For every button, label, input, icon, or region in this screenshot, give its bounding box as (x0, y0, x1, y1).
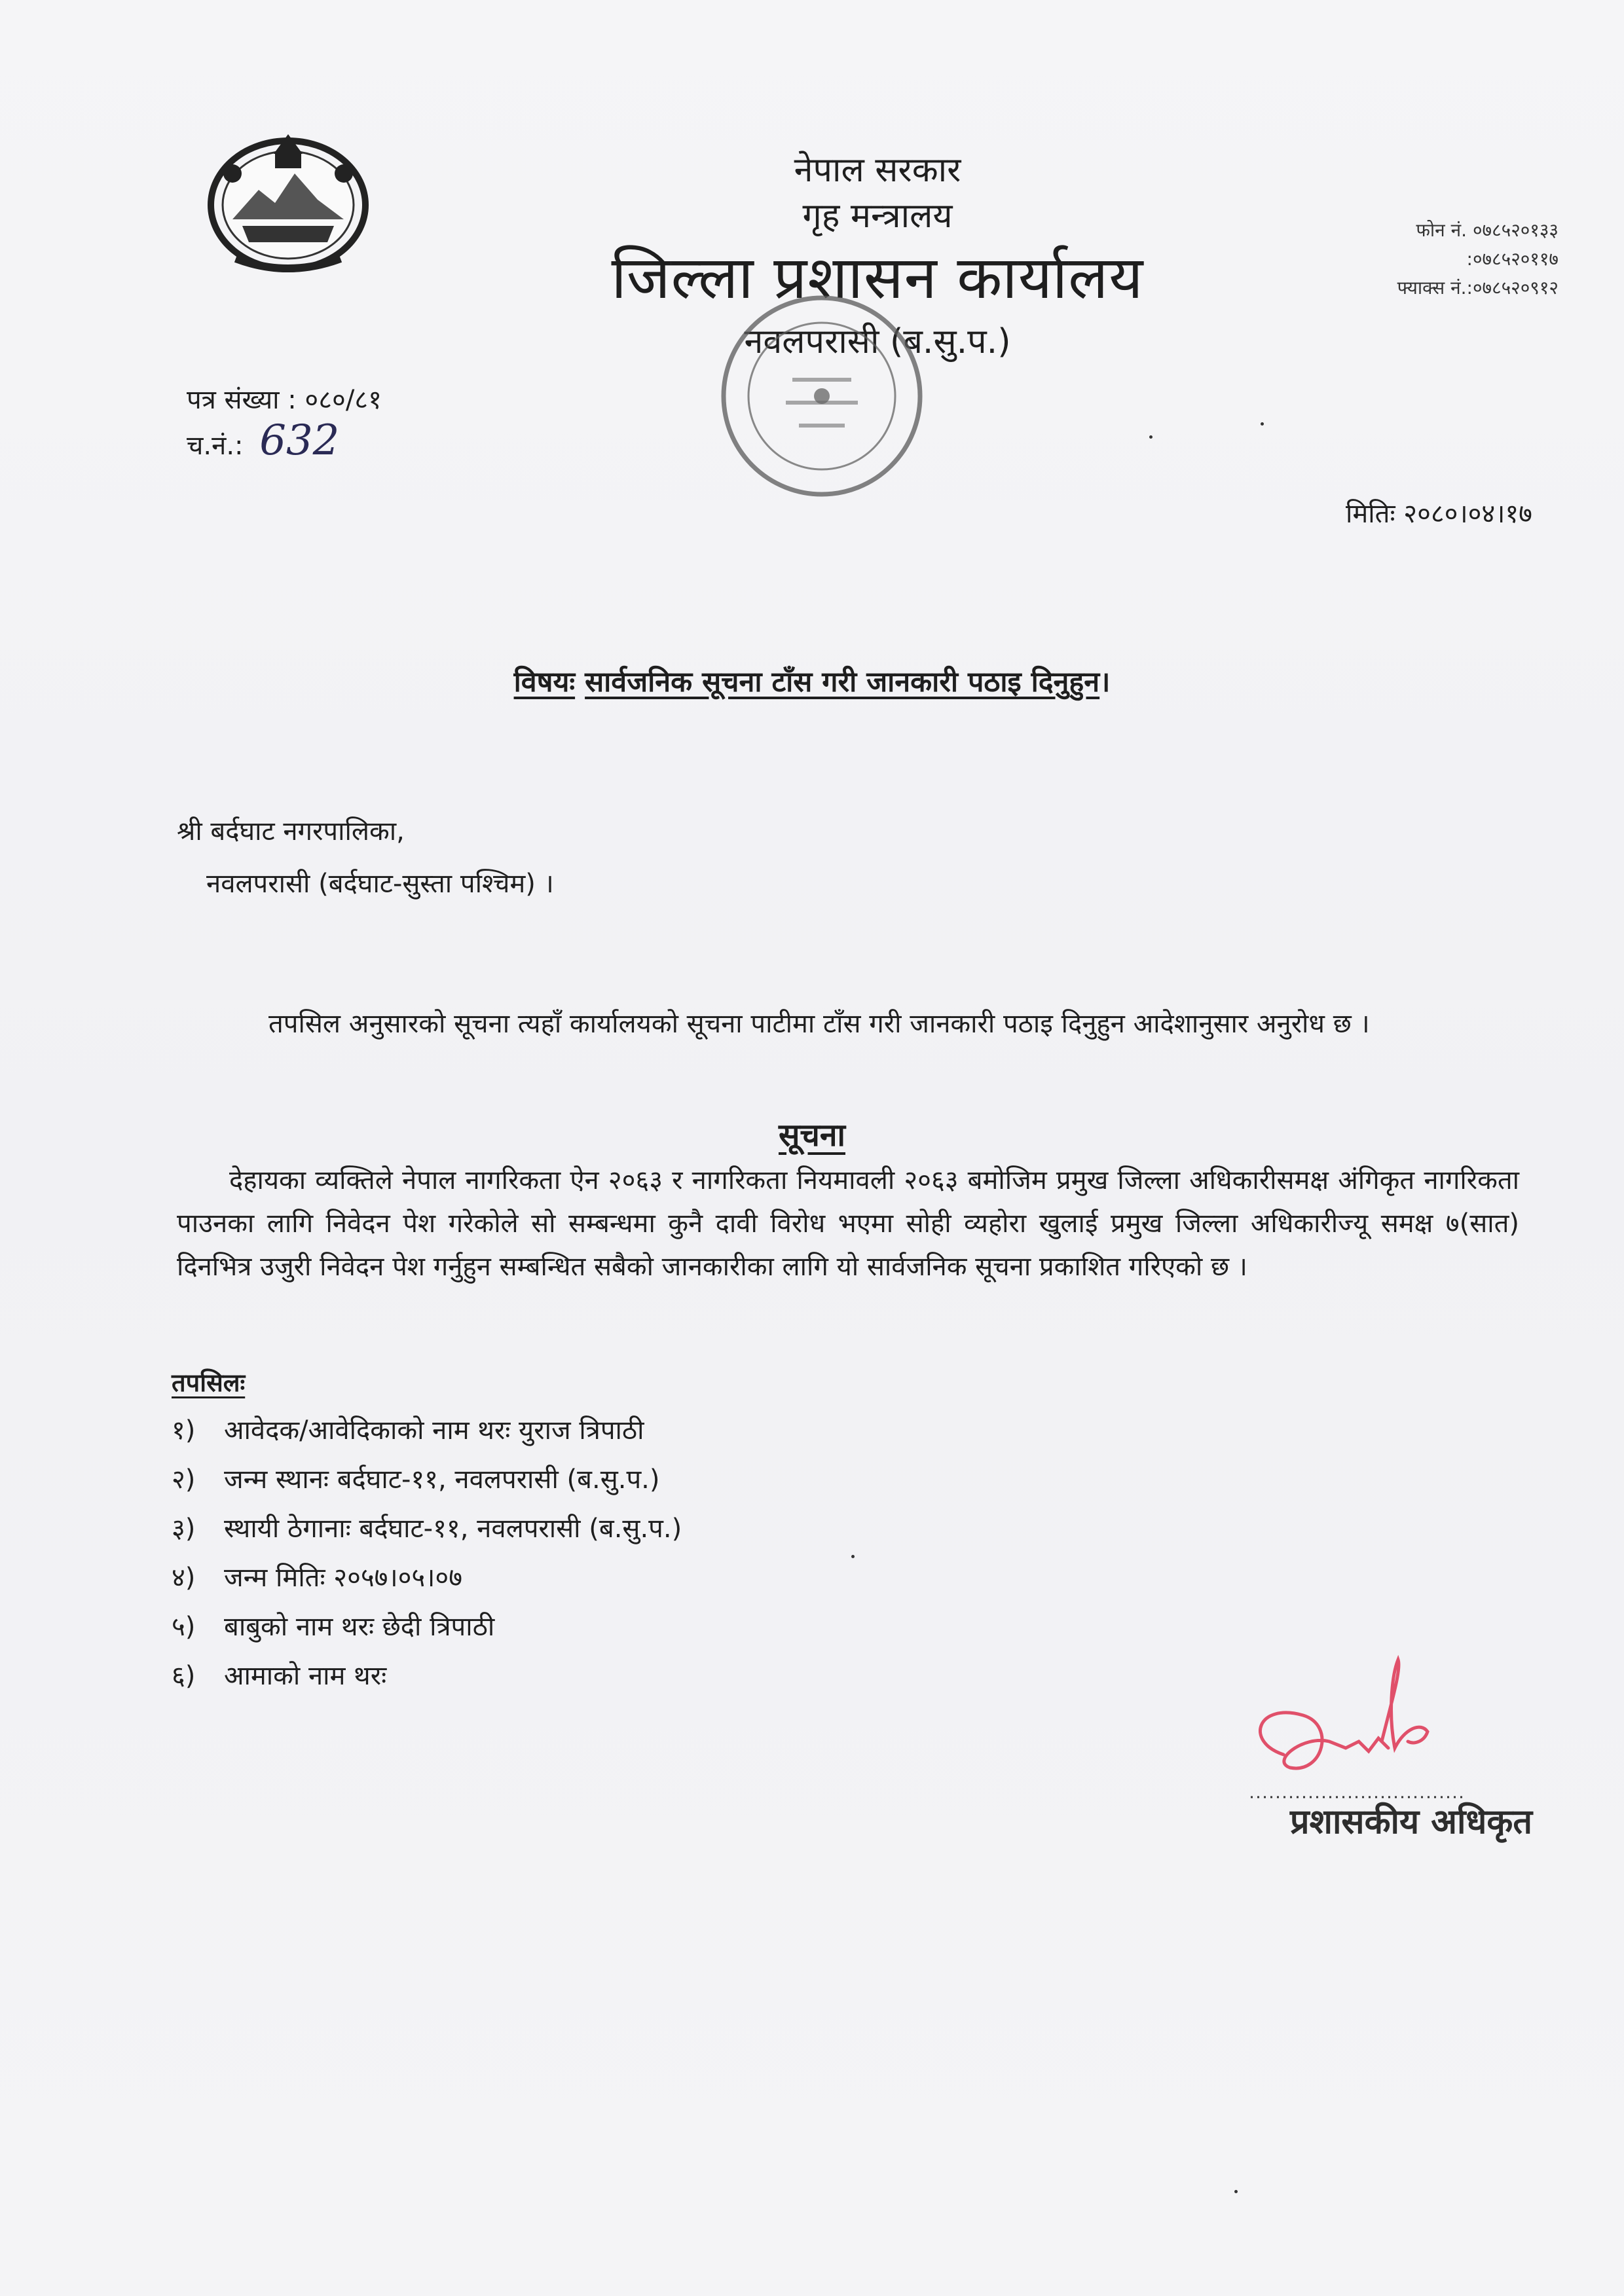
item-number: २) (172, 1465, 196, 1495)
office-name: जिल्ला प्रशासन कार्यालय (611, 244, 1144, 312)
item-text: स्थायी ठेगानाः बर्दघाट-११, नवलपरासी (ब.सु.प.) (224, 1514, 682, 1544)
notice-body-text: देहायका व्यक्तिले नेपाल नागरिकता ऐन २०६३ र नागरिकता नियमावली २०६३ बमोजिम प्रमुख जिल्ला अधिकारीसमक्ष अंगिकृत नागरिकता पाउनका लागि निवेदन पेश गरेकोले सो सम्बन्धमा कुनै दावी विरोध भएमा सोही व्यहोरा खुलाई प्रमुख जिल्ला अधिकारीज्यू समक्ष ७(सात) दिनभित्र उजुरी निवेदन पेश गर्नुहुन सम्बन्धित सबैको जानकारीका लागि यो सार्वजनिक सूचना प्रकाशित गरिएको छ । (177, 1165, 1519, 1282)
details-list (172, 1411, 682, 1705)
subject-text: सार्वजनिक सूचना टाँस गरी जानकारी पठाइ दिनुहुन (585, 666, 1100, 699)
item-number: ४) (172, 1563, 196, 1593)
subject-label: विषयः (513, 666, 576, 699)
addressee-line-1: श्री बर्दघाट नगरपालिका, (177, 816, 405, 847)
notice-body (177, 1159, 1519, 1288)
contact-block (1323, 216, 1559, 302)
item-text: जन्म स्थानः बर्दघाट-११, नवलपरासी (ब.सु.प.) (224, 1465, 660, 1495)
item-text: आवेदक/आवेदिकाको नाम थरः युराज त्रिपाठी (224, 1415, 644, 1446)
item-text: जन्म मितिः २०५७।०५।०७ (224, 1563, 462, 1593)
dispatch-number-row (187, 416, 382, 466)
request-paragraph (177, 1002, 1519, 1046)
dispatch-number-handwritten: 632 (259, 416, 340, 465)
subject-end: । (1099, 666, 1111, 699)
item-number: ६) (172, 1661, 196, 1691)
list-item (172, 1460, 682, 1509)
phone-number-2: :०७८५२०११७ (1466, 248, 1559, 270)
details-heading: तपसिलः (172, 1368, 246, 1397)
item-number: १) (172, 1415, 196, 1446)
list-item (172, 1411, 682, 1460)
district-name: नवलपरासी (ब.सु.प.) (744, 322, 1011, 361)
item-text: बाबुको नाम थरः छेदी त्रिपाठी (224, 1612, 495, 1642)
ministry-name: गृह मन्त्रालय (802, 196, 953, 236)
paper-speck (1149, 435, 1153, 439)
subject-line (0, 661, 1624, 700)
designation-title: प्रशासकीय अधिकृत (1290, 1802, 1532, 1842)
list-item (172, 1656, 682, 1705)
item-number: ५) (172, 1612, 196, 1642)
dispatch-number-label: च.नं.: (187, 431, 244, 461)
list-item (172, 1558, 682, 1607)
phone-number: फोन नं. ०७८५२०१३३ (1416, 219, 1559, 241)
fax-number: फ्याक्स नं.:०७८५२०९१२ (1397, 277, 1559, 299)
paper-speck (1261, 422, 1264, 426)
nepal-government-emblem-icon (196, 128, 380, 278)
item-number: ३) (172, 1514, 196, 1544)
notice-title: सूचना (778, 1117, 845, 1154)
signature-icon (1231, 1643, 1506, 1813)
list-item (172, 1607, 682, 1656)
letter-date: मितिः २०८०।०४।१७ (1346, 499, 1532, 529)
item-text: आमाको नाम थरः (224, 1661, 387, 1691)
request-paragraph-text: तपसिल अनुसारको सूचना त्यहाँ कार्यालयको सूचना पाटीमा टाँस गरी जानकारी पठाइ दिनुहुन आदेशानुसार अनुरोध छ । (268, 1009, 1370, 1039)
list-item (172, 1509, 682, 1558)
addressee-block (177, 805, 554, 910)
reference-block (187, 380, 382, 466)
office-stamp-icon (714, 288, 930, 504)
letter-number: पत्र संख्या : ०८०/८१ (187, 385, 382, 415)
government-name: नेपाल सरकार (794, 151, 961, 190)
paper-speck (851, 1555, 855, 1558)
paper-speck (1234, 2190, 1238, 2193)
addressee-line-2: नवलपरासी (बर्दघाट-सुस्ता पश्चिम) । (206, 869, 554, 899)
